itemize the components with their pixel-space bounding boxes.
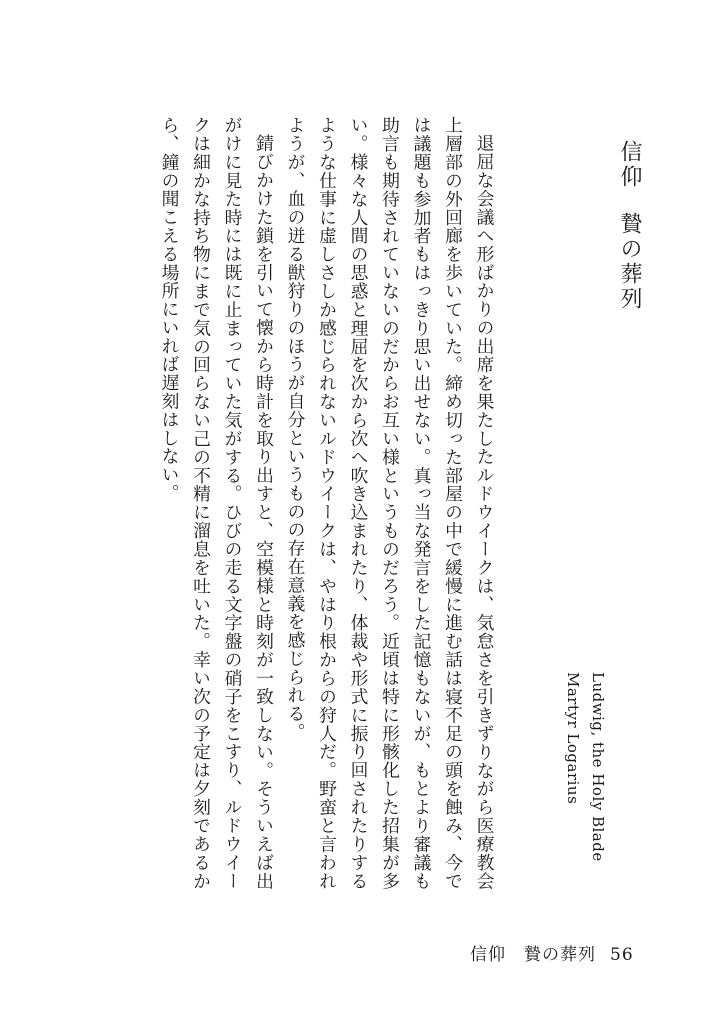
running-title: 信仰 贄の葬列 xyxy=(470,945,596,965)
attribution-line-2: Martyr Logarius xyxy=(564,672,582,805)
chapter-title xyxy=(612,140,646,320)
page-number: 56 xyxy=(610,945,634,965)
chapter-title-part2: 贄の葬列 xyxy=(617,212,642,312)
paragraph-1: 退屈な会議へ形ばかりの出席を果たしたルドウイークは、気怠さを引きずりながら医療教会上層部の外回廊を歩いていた。締め切った部屋の中で緩慢に進む話は寝不足の頭を蝕み、今では議題も参加者もはっきり思い出せない。真っ当な発言をした記憶もないが、もとより審議も助言も期待されていないのだからお互い様というものだろう。近頃は特に形骸化した招集が多い。様々な人間の思惑と理屈を次から次へ吹き込まれたり、体裁や形式に振り回されたりするような仕事に虚しさしか感じられないルドウイークは、やはり根からの狩人だ。野蛮と言われようが、血の迸る獣狩りのほうが自分というものの存在意義を感じられる。 xyxy=(285,116,495,890)
character-attribution xyxy=(560,672,610,892)
attribution-line-1: Ludwig, the Holy Blade xyxy=(589,672,607,862)
page-footer xyxy=(470,940,670,965)
paragraph-2: 錆びかけた鎖を引いて懐から時計を取り出すと、空模様と時刻が一致しない。そういえば出がけに見た時には既に止まっていた気がする。ひびの走る文字盤の硝子をこすり、ルドウイークは細かな持ち物にまで気の回らない己の不精に溜息を吐いた。幸い次の予定は夕刻であるから、鐘の聞こえる場所にいれば遅刻はしない。 xyxy=(159,116,275,890)
chapter-title-part1: 信仰 xyxy=(617,140,642,190)
body-text xyxy=(150,116,500,890)
